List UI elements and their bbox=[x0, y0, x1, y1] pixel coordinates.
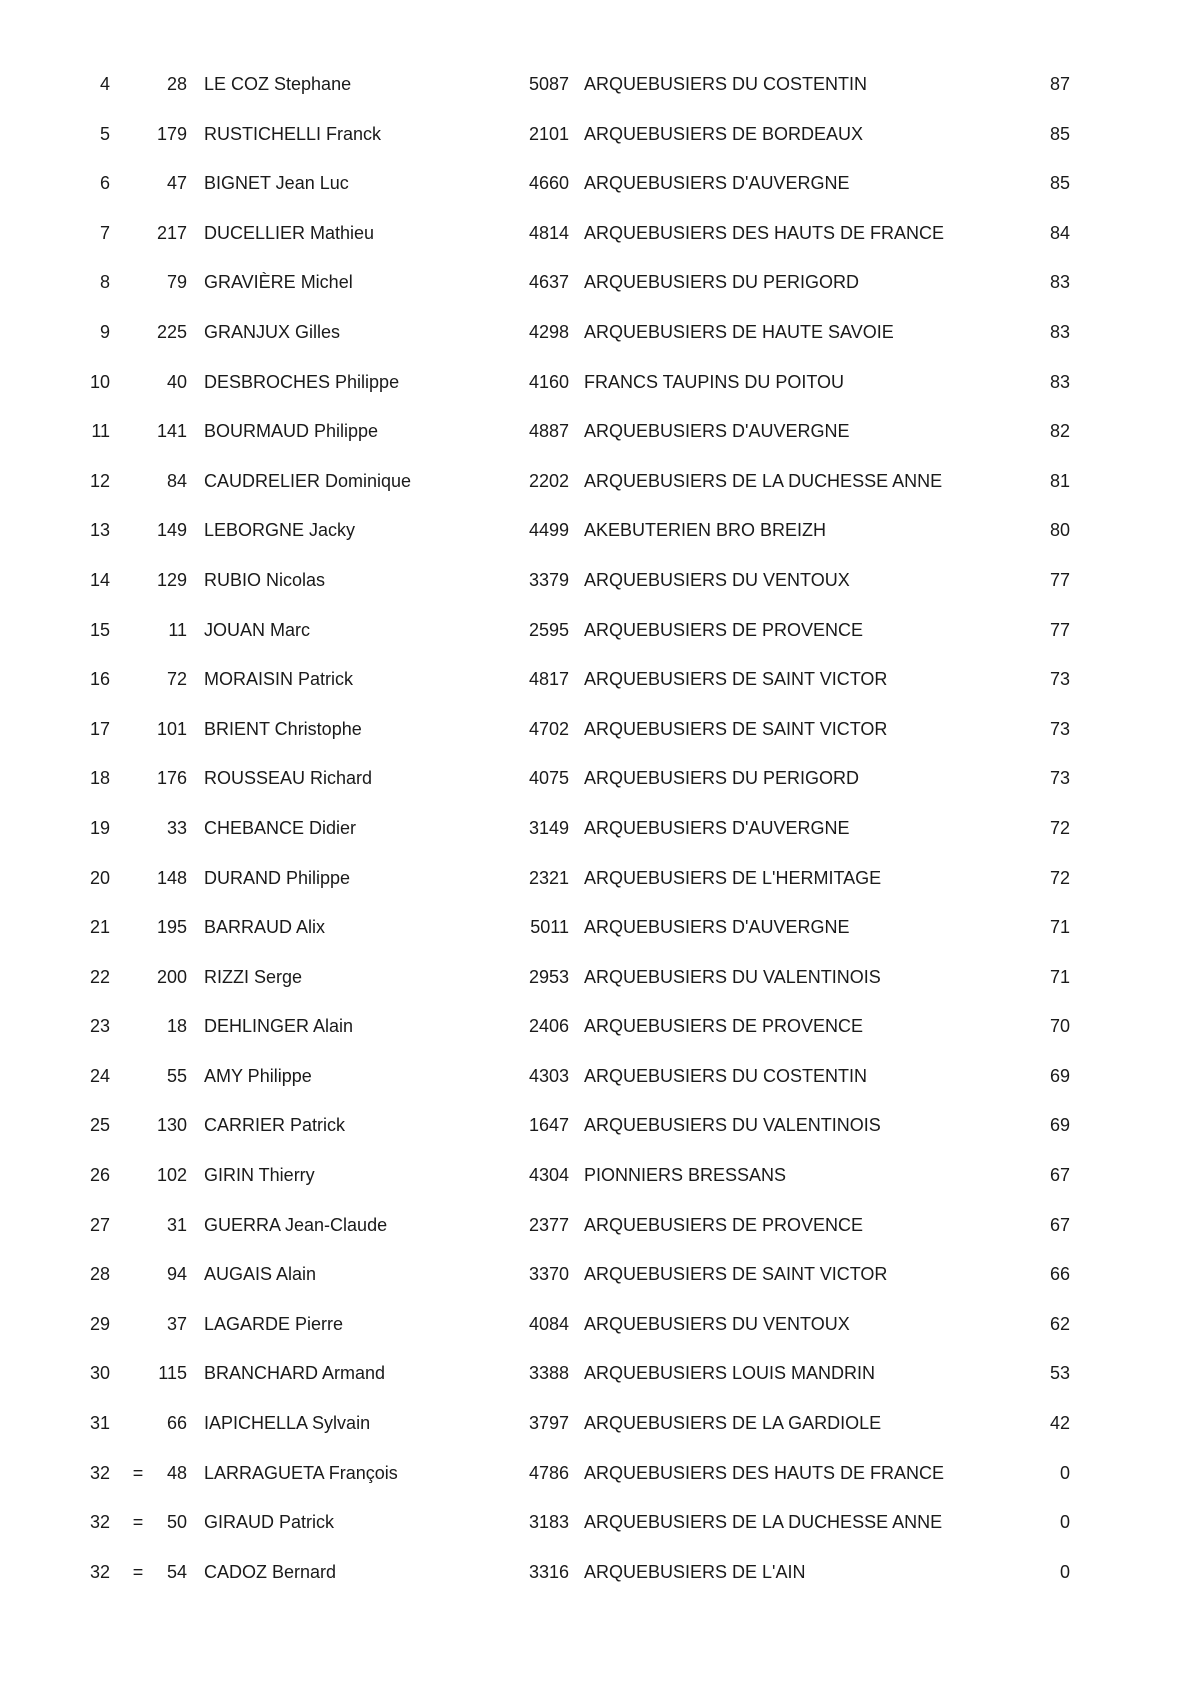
bib-number: 225 bbox=[156, 321, 187, 342]
table-row bbox=[0, 413, 1190, 463]
bib-number: 217 bbox=[156, 222, 187, 243]
bib-number: 50 bbox=[166, 1512, 187, 1533]
club-name: ARQUEBUSIERS DU PERIGORD bbox=[584, 272, 860, 293]
table-row bbox=[0, 661, 1190, 711]
club-name: ARQUEBUSIERS DE PROVENCE bbox=[584, 619, 864, 640]
competitor-name: LAGARDE Pierre bbox=[204, 1313, 344, 1334]
rank-cell: 32 bbox=[89, 1561, 110, 1582]
licence-number: 2101 bbox=[528, 123, 569, 144]
rank-cell: 5 bbox=[99, 123, 110, 144]
bib-number: 31 bbox=[166, 1214, 187, 1235]
competitor-name: MORAISIN Patrick bbox=[204, 669, 354, 690]
club-name: ARQUEBUSIERS DE L'HERMITAGE bbox=[584, 867, 882, 888]
competitor-name: LE COZ Stephane bbox=[204, 74, 352, 94]
table-row bbox=[0, 562, 1190, 612]
score-cell: 73 bbox=[1049, 768, 1070, 789]
licence-number: 2953 bbox=[528, 966, 569, 987]
rank-cell: 22 bbox=[89, 966, 110, 987]
table-row bbox=[0, 1455, 1190, 1505]
table-row bbox=[0, 1157, 1190, 1207]
licence-number: 3183 bbox=[528, 1512, 569, 1533]
score-cell: 0 bbox=[1059, 1462, 1070, 1483]
score-cell: 77 bbox=[1049, 619, 1070, 640]
competitor-name: GRANJUX Gilles bbox=[204, 321, 341, 342]
results-table bbox=[0, 66, 1190, 1603]
score-cell: 69 bbox=[1049, 1115, 1070, 1136]
score-cell: 82 bbox=[1049, 421, 1070, 442]
licence-number: 4660 bbox=[528, 173, 569, 194]
bib-number: 72 bbox=[166, 669, 187, 690]
bib-number: 179 bbox=[156, 123, 187, 144]
competitor-name: JOUAN Marc bbox=[204, 619, 311, 640]
score-cell: 42 bbox=[1049, 1413, 1070, 1434]
table-row bbox=[0, 215, 1190, 265]
competitor-name: DUCELLIER Mathieu bbox=[204, 222, 375, 243]
rank-cell: 8 bbox=[99, 272, 110, 293]
bib-number: 66 bbox=[166, 1413, 187, 1434]
competitor-name: GUERRA Jean-Claude bbox=[204, 1214, 388, 1235]
competitor-name: LARRAGUETA François bbox=[204, 1462, 398, 1483]
club-name: ARQUEBUSIERS LOUIS MANDRIN bbox=[584, 1363, 876, 1384]
table-row bbox=[0, 810, 1190, 860]
bib-number: 149 bbox=[156, 520, 187, 541]
score-cell: 71 bbox=[1049, 917, 1070, 938]
licence-number: 4160 bbox=[528, 371, 569, 392]
competitor-name: LEBORGNE Jacky bbox=[204, 520, 356, 541]
rank-cell: 31 bbox=[89, 1413, 110, 1434]
club-name: ARQUEBUSIERS DE PROVENCE bbox=[584, 1214, 864, 1235]
table-row bbox=[0, 364, 1190, 414]
licence-number: 2202 bbox=[528, 470, 569, 491]
score-cell: 69 bbox=[1049, 1065, 1070, 1086]
score-cell: 70 bbox=[1049, 1016, 1070, 1037]
rank-cell: 21 bbox=[89, 917, 110, 938]
score-cell: 83 bbox=[1049, 272, 1070, 293]
rank-cell: 32 bbox=[89, 1462, 110, 1483]
club-name: ARQUEBUSIERS D'AUVERGNE bbox=[584, 917, 850, 938]
table-row bbox=[0, 1554, 1190, 1604]
rank-cell: 13 bbox=[89, 520, 110, 541]
rank-cell: 28 bbox=[89, 1264, 110, 1285]
licence-number: 2377 bbox=[528, 1214, 569, 1235]
competitor-name: RUSTICHELLI Franck bbox=[204, 123, 382, 144]
tie-marker: = bbox=[132, 1462, 144, 1483]
bib-number: 129 bbox=[156, 569, 187, 590]
bib-number: 115 bbox=[158, 1363, 187, 1384]
rank-cell: 20 bbox=[89, 867, 110, 888]
rank-cell: 26 bbox=[89, 1165, 110, 1186]
table-row bbox=[0, 711, 1190, 761]
table-row bbox=[0, 1306, 1190, 1356]
club-name: ARQUEBUSIERS DU VALENTINOIS bbox=[584, 966, 881, 987]
score-cell: 85 bbox=[1049, 173, 1070, 194]
licence-number: 2406 bbox=[528, 1016, 569, 1037]
licence-number: 3388 bbox=[528, 1363, 569, 1384]
rank-cell: 6 bbox=[99, 173, 110, 194]
competitor-name: DESBROCHES Philippe bbox=[204, 371, 400, 392]
score-cell: 72 bbox=[1049, 867, 1070, 888]
rank-cell: 32 bbox=[89, 1512, 110, 1533]
club-name: ARQUEBUSIERS DE SAINT VICTOR bbox=[584, 718, 888, 739]
licence-number: 5011 bbox=[530, 917, 569, 938]
rank-cell: 18 bbox=[89, 768, 110, 789]
rank-cell: 11 bbox=[91, 421, 110, 442]
competitor-name: AMY Philippe bbox=[204, 1065, 312, 1086]
score-cell: 87 bbox=[1049, 74, 1070, 94]
licence-number: 4817 bbox=[528, 669, 569, 690]
competitor-name: BIGNET Jean Luc bbox=[204, 173, 349, 194]
table-row bbox=[0, 314, 1190, 364]
tie-marker: = bbox=[132, 1561, 144, 1582]
licence-number: 4298 bbox=[528, 321, 569, 342]
competitor-name: GIRAUD Patrick bbox=[204, 1512, 335, 1533]
competitor-name: GRAVIÈRE Michel bbox=[204, 272, 353, 293]
club-name: ARQUEBUSIERS DU VENTOUX bbox=[584, 1313, 850, 1334]
table-row bbox=[0, 959, 1190, 1009]
score-cell: 80 bbox=[1049, 520, 1070, 541]
score-cell: 85 bbox=[1049, 123, 1070, 144]
tie-marker: = bbox=[132, 1512, 144, 1533]
licence-number: 1647 bbox=[528, 1115, 569, 1136]
rank-cell: 15 bbox=[89, 619, 110, 640]
score-cell: 67 bbox=[1049, 1165, 1070, 1186]
licence-number: 4499 bbox=[528, 520, 569, 541]
score-cell: 62 bbox=[1049, 1313, 1070, 1334]
table-row bbox=[0, 1008, 1190, 1058]
bib-number: 40 bbox=[166, 371, 187, 392]
club-name: ARQUEBUSIERS DE LA DUCHESSE ANNE bbox=[584, 470, 943, 491]
competitor-name: RUBIO Nicolas bbox=[204, 569, 326, 590]
club-name: ARQUEBUSIERS DU COSTENTIN bbox=[584, 1065, 868, 1086]
bib-number: 101 bbox=[156, 718, 187, 739]
bib-number: 130 bbox=[156, 1115, 187, 1136]
table-row bbox=[0, 612, 1190, 662]
bib-number: 195 bbox=[156, 917, 187, 938]
competitor-name: DEHLINGER Alain bbox=[204, 1016, 354, 1037]
bib-number: 141 bbox=[156, 421, 187, 442]
rank-cell: 4 bbox=[99, 74, 110, 94]
competitor-name: BRANCHARD Armand bbox=[204, 1363, 386, 1384]
licence-number: 5087 bbox=[528, 74, 569, 94]
competitor-name: CARRIER Patrick bbox=[204, 1115, 346, 1136]
table-row bbox=[0, 860, 1190, 910]
table-row bbox=[0, 909, 1190, 959]
club-name: ARQUEBUSIERS DES HAUTS DE FRANCE bbox=[584, 222, 945, 243]
score-cell: 67 bbox=[1049, 1214, 1070, 1235]
club-name: ARQUEBUSIERS DE SAINT VICTOR bbox=[584, 1264, 888, 1285]
licence-number: 4786 bbox=[528, 1462, 569, 1483]
licence-number: 3370 bbox=[528, 1264, 569, 1285]
score-cell: 0 bbox=[1059, 1561, 1070, 1582]
competitor-name: CADOZ Bernard bbox=[204, 1561, 337, 1582]
score-cell: 73 bbox=[1049, 669, 1070, 690]
table-row bbox=[0, 165, 1190, 215]
licence-number: 4637 bbox=[528, 272, 569, 293]
score-cell: 66 bbox=[1049, 1264, 1070, 1285]
club-name: ARQUEBUSIERS DE HAUTE SAVOIE bbox=[584, 321, 894, 342]
competitor-name: DURAND Philippe bbox=[204, 867, 351, 888]
score-cell: 83 bbox=[1049, 371, 1070, 392]
table-row bbox=[0, 1355, 1190, 1405]
bib-number: 79 bbox=[166, 272, 187, 293]
club-name: ARQUEBUSIERS DES HAUTS DE FRANCE bbox=[584, 1462, 945, 1483]
club-name: ARQUEBUSIERS DE BORDEAUX bbox=[584, 123, 864, 144]
competitor-name: BOURMAUD Philippe bbox=[204, 421, 379, 442]
bib-number: 28 bbox=[166, 74, 187, 94]
bib-number: 176 bbox=[156, 768, 187, 789]
score-cell: 73 bbox=[1049, 718, 1070, 739]
competitor-name: CAUDRELIER Dominique bbox=[204, 470, 412, 491]
score-cell: 81 bbox=[1049, 470, 1070, 491]
table-row bbox=[0, 463, 1190, 513]
bib-number: 200 bbox=[156, 966, 187, 987]
competitor-name: GIRIN Thierry bbox=[204, 1165, 315, 1186]
bib-number: 48 bbox=[166, 1462, 187, 1483]
club-name: ARQUEBUSIERS D'AUVERGNE bbox=[584, 817, 850, 838]
bib-number: 54 bbox=[166, 1561, 187, 1582]
licence-number: 4304 bbox=[528, 1165, 569, 1186]
club-name: ARQUEBUSIERS DU VENTOUX bbox=[584, 569, 850, 590]
score-cell: 71 bbox=[1049, 966, 1070, 987]
score-cell: 84 bbox=[1049, 222, 1070, 243]
bib-number: 94 bbox=[166, 1264, 187, 1285]
rank-cell: 12 bbox=[89, 470, 110, 491]
club-name: ARQUEBUSIERS DE SAINT VICTOR bbox=[584, 669, 888, 690]
club-name: ARQUEBUSIERS DE L'AIN bbox=[584, 1561, 806, 1582]
score-cell: 77 bbox=[1049, 569, 1070, 590]
rank-cell: 7 bbox=[99, 222, 110, 243]
rank-cell: 29 bbox=[89, 1313, 110, 1334]
table-row bbox=[0, 1504, 1190, 1554]
bib-number: 84 bbox=[166, 470, 187, 491]
table-row bbox=[0, 1058, 1190, 1108]
rank-cell: 27 bbox=[89, 1214, 110, 1235]
rank-cell: 23 bbox=[89, 1016, 110, 1037]
club-name: ARQUEBUSIERS D'AUVERGNE bbox=[584, 421, 850, 442]
club-name: ARQUEBUSIERS DE LA DUCHESSE ANNE bbox=[584, 1512, 943, 1533]
competitor-name: IAPICHELLA Sylvain bbox=[204, 1413, 371, 1434]
club-name: ARQUEBUSIERS DU VALENTINOIS bbox=[584, 1115, 881, 1136]
rank-cell: 30 bbox=[89, 1363, 110, 1384]
club-name: ARQUEBUSIERS DE PROVENCE bbox=[584, 1016, 864, 1037]
score-cell: 72 bbox=[1049, 817, 1070, 838]
table-row bbox=[0, 66, 1190, 116]
club-name: PIONNIERS BRESSANS bbox=[584, 1165, 787, 1186]
score-cell: 83 bbox=[1049, 321, 1070, 342]
licence-number: 3316 bbox=[528, 1561, 569, 1582]
table-row bbox=[0, 116, 1190, 166]
licence-number: 2321 bbox=[528, 867, 569, 888]
licence-number: 3149 bbox=[528, 817, 569, 838]
score-cell: 0 bbox=[1059, 1512, 1070, 1533]
club-name: ARQUEBUSIERS D'AUVERGNE bbox=[584, 173, 850, 194]
club-name: ARQUEBUSIERS DE LA GARDIOLE bbox=[584, 1413, 882, 1434]
licence-number: 4702 bbox=[528, 718, 569, 739]
table-row bbox=[0, 1256, 1190, 1306]
licence-number: 4303 bbox=[528, 1065, 569, 1086]
competitor-name: BARRAUD Alix bbox=[204, 917, 326, 938]
competitor-name: ROUSSEAU Richard bbox=[204, 768, 373, 789]
table-row bbox=[0, 264, 1190, 314]
licence-number: 3379 bbox=[528, 569, 569, 590]
competitor-name: CHEBANCE Didier bbox=[204, 817, 357, 838]
club-name: AKEBUTERIEN BRO BREIZH bbox=[584, 520, 827, 541]
club-name: FRANCS TAUPINS DU POITOU bbox=[584, 371, 845, 392]
rank-cell: 19 bbox=[89, 817, 110, 838]
table-row bbox=[0, 1107, 1190, 1157]
table-row bbox=[0, 512, 1190, 562]
rank-cell: 16 bbox=[89, 669, 110, 690]
licence-number: 2595 bbox=[528, 619, 569, 640]
rank-cell: 25 bbox=[89, 1115, 110, 1136]
bib-number: 11 bbox=[168, 619, 187, 640]
licence-number: 4075 bbox=[528, 768, 569, 789]
bib-number: 33 bbox=[166, 817, 187, 838]
table-row bbox=[0, 1405, 1190, 1455]
licence-number: 4084 bbox=[528, 1313, 569, 1334]
bib-number: 37 bbox=[166, 1313, 187, 1334]
licence-number: 4887 bbox=[528, 421, 569, 442]
bib-number: 18 bbox=[166, 1016, 187, 1037]
rank-cell: 14 bbox=[89, 569, 110, 590]
table-row bbox=[0, 760, 1190, 810]
club-name: ARQUEBUSIERS DU PERIGORD bbox=[584, 768, 860, 789]
bib-number: 47 bbox=[166, 173, 187, 194]
competitor-name: BRIENT Christophe bbox=[204, 718, 362, 739]
licence-number: 3797 bbox=[528, 1413, 569, 1434]
table-row bbox=[0, 1207, 1190, 1257]
rank-cell: 9 bbox=[99, 321, 110, 342]
club-name: ARQUEBUSIERS DU COSTENTIN bbox=[584, 74, 868, 94]
rank-cell: 17 bbox=[89, 718, 110, 739]
score-cell: 53 bbox=[1049, 1363, 1070, 1384]
competitor-name: RIZZI Serge bbox=[204, 966, 303, 987]
licence-number: 4814 bbox=[528, 222, 569, 243]
competitor-name: AUGAIS Alain bbox=[204, 1264, 317, 1285]
rank-cell: 10 bbox=[89, 371, 110, 392]
bib-number: 148 bbox=[156, 867, 187, 888]
rank-cell: 24 bbox=[89, 1065, 110, 1086]
bib-number: 102 bbox=[156, 1165, 187, 1186]
bib-number: 55 bbox=[166, 1065, 187, 1086]
